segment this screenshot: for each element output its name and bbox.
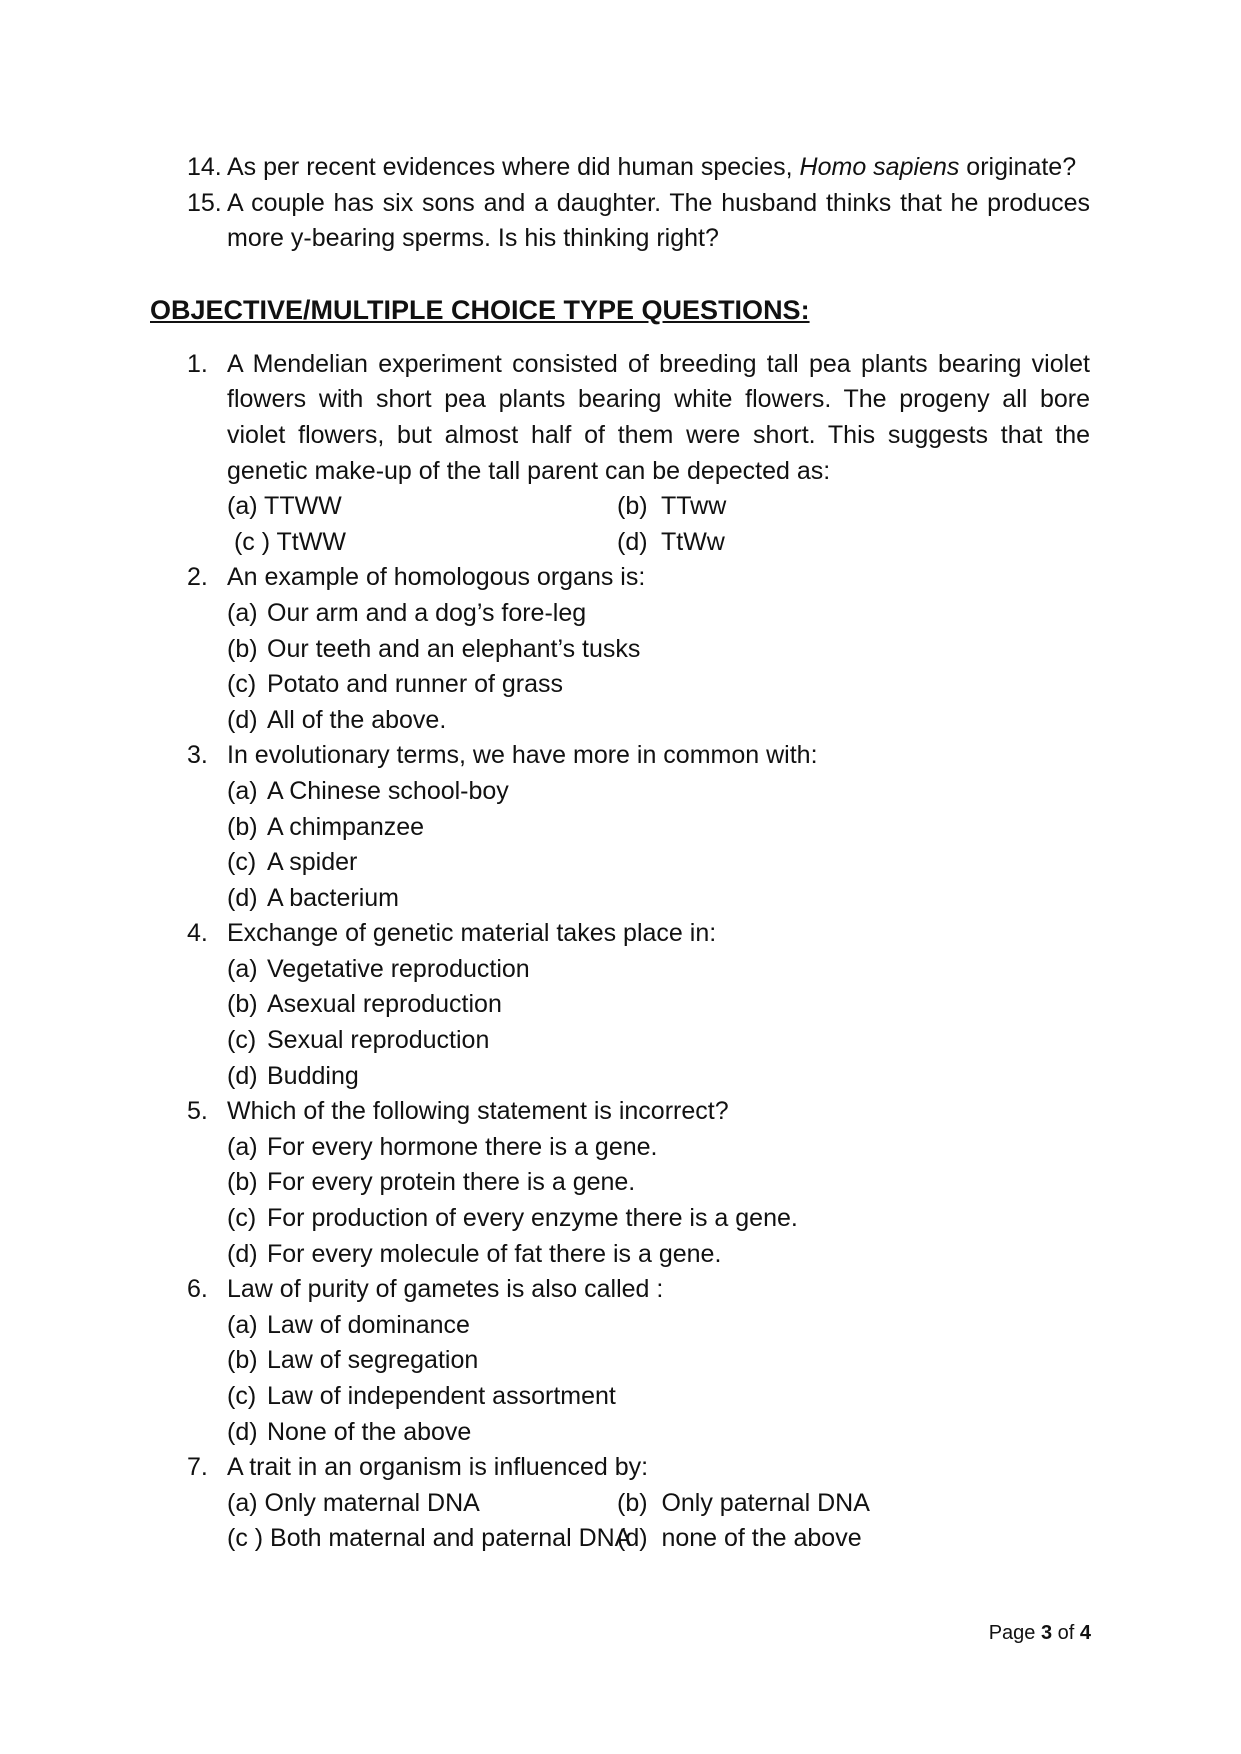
question-number: 7. <box>187 1453 208 1482</box>
answer-option: (c ) Both maternal and paternal DNA <box>227 1524 632 1553</box>
mcq-question <box>150 347 1090 489</box>
answer-option <box>150 845 1090 881</box>
option-text: A spider <box>267 848 358 877</box>
option-text: Law of independent assortment <box>267 1382 616 1410</box>
answer-option <box>150 1201 1090 1237</box>
question-text: Law of purity of gametes is also called : <box>227 1275 664 1304</box>
question-number: 4. <box>187 919 208 948</box>
option-label: (a) <box>227 1132 258 1161</box>
option-text: A chimpanzee <box>267 812 425 841</box>
answer-option <box>150 667 1090 703</box>
answer-option <box>150 881 1090 917</box>
option-text: Law of segregation <box>267 1346 479 1375</box>
option-label: (d) <box>227 883 258 912</box>
short-answer-questions <box>150 150 1090 257</box>
option-text: For every hormone there is a gene. <box>267 1132 658 1161</box>
question-number: 14. <box>187 153 222 181</box>
mcq-question <box>150 1272 1090 1308</box>
question-text: An example of homologous organs is: <box>227 563 646 592</box>
answer-option <box>150 1059 1090 1095</box>
option-label: (c) <box>227 1382 257 1410</box>
question-text: A couple has six sons and a daughter. The husband thinks that he produces more y-bearing sperms. Is his thinking right? <box>227 188 1090 253</box>
option-text: Our arm and a dog’s fore-leg <box>267 598 587 627</box>
question-text: A Mendelian experiment consisted of breeding tall pea plants bearing violet flowers with short pea plants bearing white flowers. The progeny all bore violet flowers, but almost half of them were short. This suggests that the genetic make-up of the tall parent can be depected as: <box>227 349 1090 485</box>
mcq-list <box>150 347 1090 1557</box>
question-number: 6. <box>187 1275 208 1304</box>
mcq-question <box>150 1450 1090 1486</box>
option-label: (d) <box>227 705 258 734</box>
option-label: (a) <box>227 1310 258 1339</box>
page-number: Page 3 of 4 <box>988 1622 1091 1644</box>
answer-option <box>150 1308 1090 1344</box>
option-text: For production of every enzyme there is a gene. <box>267 1204 798 1233</box>
option-text: A Chinese school-boy <box>267 776 509 805</box>
answer-option <box>150 774 1090 810</box>
question-number: 3. <box>187 741 208 770</box>
option-label: (a) <box>227 776 258 805</box>
mcq-question <box>150 560 1090 596</box>
option-text: Budding <box>267 1061 359 1090</box>
option-label: (d) <box>227 1061 258 1090</box>
answer-option: (a) Only maternal DNA <box>227 1488 480 1517</box>
option-label: (a) <box>227 598 258 627</box>
option-row <box>150 489 1090 525</box>
option-label: (c) <box>227 1204 257 1233</box>
option-label: (b) <box>227 1346 258 1375</box>
answer-option <box>150 1130 1090 1166</box>
option-text: For every molecule of fat there is a gene. <box>267 1239 722 1268</box>
answer-option <box>150 596 1090 632</box>
answer-option <box>150 952 1090 988</box>
question-text: As per recent evidences where did human species, Homo sapiens originate? <box>227 153 1077 181</box>
question-number: 5. <box>187 1097 208 1126</box>
option-label: (c) <box>227 1026 257 1055</box>
answer-option <box>150 1165 1090 1201</box>
answer-option: (b) TTww <box>617 492 727 521</box>
option-row <box>150 1486 1090 1522</box>
question-text: In evolutionary terms, we have more in common with: <box>227 741 818 770</box>
answer-option <box>150 1237 1090 1273</box>
option-row <box>150 1521 1090 1557</box>
option-label: (b) <box>227 1168 258 1197</box>
answer-option <box>150 632 1090 668</box>
mcq-question <box>150 1094 1090 1130</box>
option-text: Asexual reproduction <box>267 990 502 1019</box>
option-label: (a) <box>227 954 258 983</box>
answer-option <box>150 1415 1090 1451</box>
option-text: Vegetative reproduction <box>267 954 530 983</box>
question-number: 2. <box>187 563 208 592</box>
answer-option: (d) none of the above <box>617 1524 862 1553</box>
answer-option <box>150 703 1090 739</box>
answer-option <box>150 810 1090 846</box>
option-text: All of the above. <box>267 705 447 734</box>
question-14 <box>150 150 1090 186</box>
option-text: A bacterium <box>267 883 400 912</box>
option-label: (b) <box>227 990 258 1019</box>
option-text: Sexual reproduction <box>267 1026 490 1055</box>
answer-option: (a) TTWW <box>227 492 342 521</box>
option-label: (d) <box>227 1239 258 1268</box>
answer-option: (c ) TtWW <box>227 527 346 556</box>
option-text: Potato and runner of grass <box>267 670 564 699</box>
option-label: (b) <box>227 812 258 841</box>
question-number: 15. <box>187 188 222 217</box>
option-label: (c) <box>227 670 257 699</box>
answer-option <box>150 987 1090 1023</box>
section-heading: OBJECTIVE/MULTIPLE CHOICE TYPE QUESTIONS: <box>150 294 810 325</box>
option-text: Our teeth and an elephant’s tusks <box>267 634 641 663</box>
option-text: None of the above <box>267 1417 472 1446</box>
option-text: For every protein there is a gene. <box>267 1168 636 1197</box>
question-number: 1. <box>187 349 208 378</box>
page-content <box>150 150 1090 1557</box>
answer-option <box>150 1379 1090 1415</box>
option-label: (d) <box>227 1417 258 1446</box>
option-label: (b) <box>227 634 258 663</box>
question-15 <box>150 186 1090 257</box>
answer-option <box>150 1023 1090 1059</box>
question-text: Exchange of genetic material takes place in: <box>227 919 717 948</box>
mcq-question <box>150 916 1090 952</box>
option-text: Law of dominance <box>267 1310 470 1339</box>
question-text: A trait in an organism is influenced by: <box>227 1453 649 1482</box>
option-row <box>150 525 1090 561</box>
answer-option: (b) Only paternal DNA <box>617 1488 870 1517</box>
mcq-question <box>150 738 1090 774</box>
answer-option: (d) TtWw <box>617 527 725 556</box>
option-label: (c) <box>227 848 257 877</box>
question-text: Which of the following statement is incorrect? <box>227 1097 729 1126</box>
answer-option <box>150 1343 1090 1379</box>
